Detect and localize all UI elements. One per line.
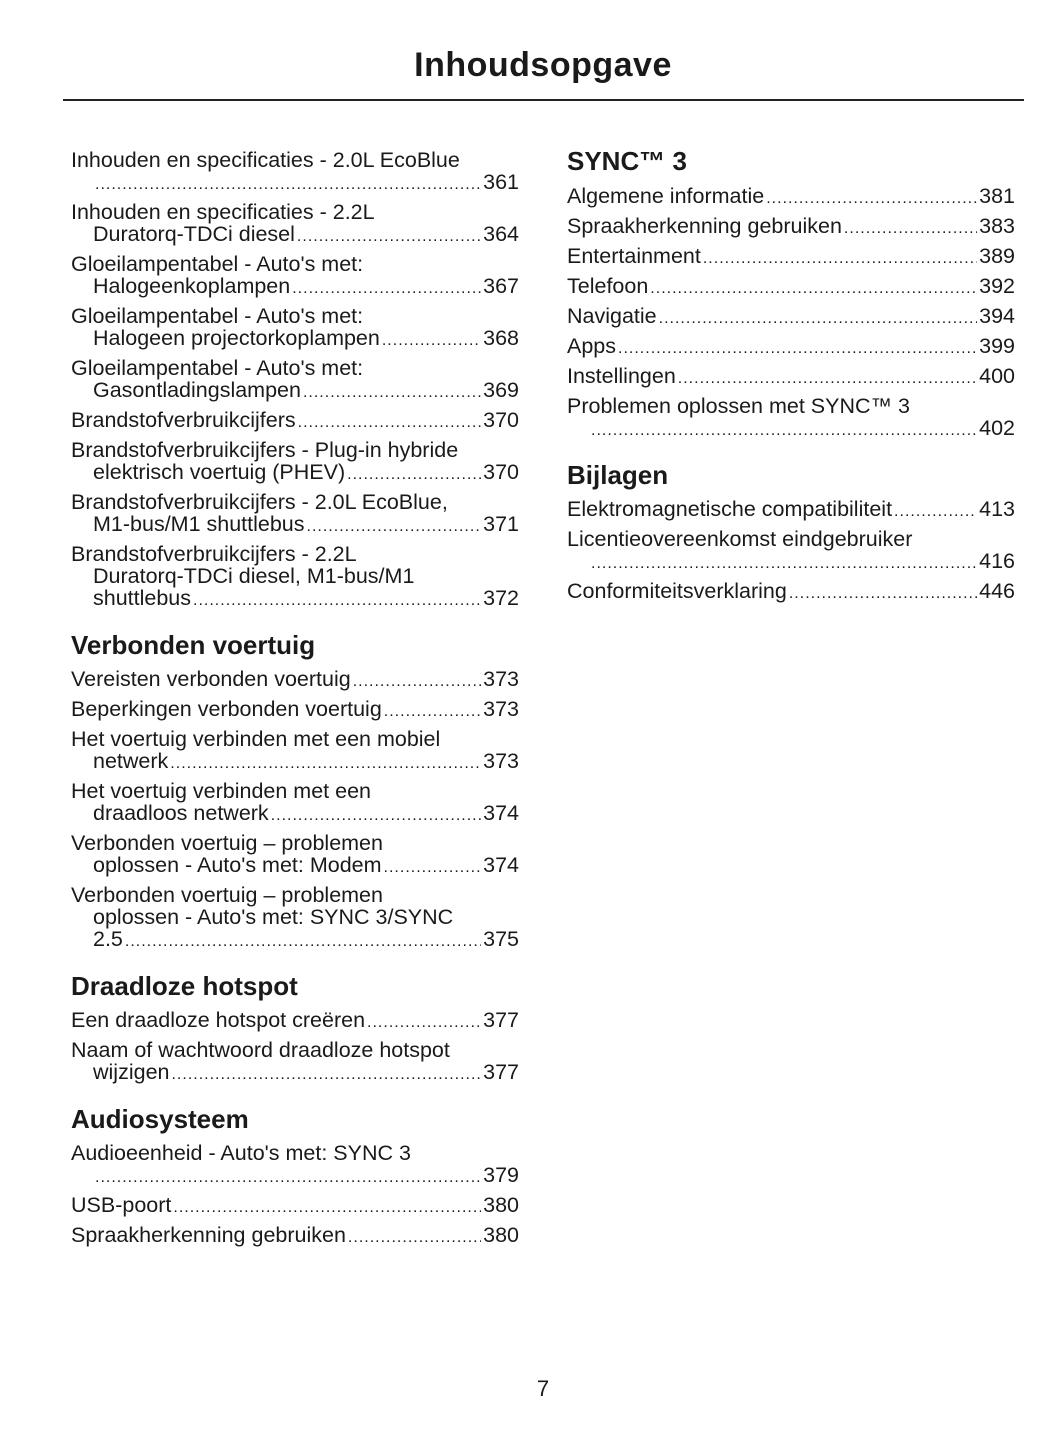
toc-entry-title: Brandstofverbruikcijfers - Plug-in hybride [71, 438, 459, 462]
toc-entry-line [71, 439, 519, 461]
toc-entry-title: oplossen - Auto's met: Modem [93, 853, 382, 877]
toc-entry[interactable] [567, 365, 1015, 387]
toc-entry-title: Een draadloze hotspot creëren [71, 1008, 366, 1032]
toc-entry-title: Vereisten verbonden voertuig [71, 667, 351, 691]
toc-entry[interactable] [567, 528, 1015, 572]
toc-entry-title: Het voertuig verbinden met een mobiel [71, 727, 441, 751]
toc-page-number[interactable]: 373 [483, 697, 519, 721]
toc-entry-title: Telefoon [567, 274, 649, 298]
toc-page-number[interactable]: 394 [979, 304, 1015, 328]
toc-entry-title: Het voertuig verbinden met een [71, 779, 371, 803]
title-divider [63, 99, 1024, 101]
toc-entry-line [71, 171, 519, 193]
toc-page-number[interactable]: 375 [483, 927, 519, 951]
dot-leader [384, 857, 482, 879]
toc-entry-line [71, 565, 519, 587]
page-number: 7 [536, 1376, 550, 1401]
toc-page-number[interactable]: 374 [483, 801, 519, 825]
toc-entry-line [71, 928, 519, 950]
toc-entry-title: netwerk [93, 749, 169, 773]
toc-page-number[interactable]: 402 [979, 416, 1015, 440]
toc-entry-line [567, 580, 1015, 602]
toc-entry-title: 2.5 [93, 927, 123, 951]
toc-page-number[interactable]: 367 [483, 274, 519, 298]
toc-entry-title: Gloeilampentabel - Auto's met: [71, 252, 364, 276]
toc-entry-line [567, 395, 1015, 417]
toc-entry-line [71, 275, 519, 297]
toc-page-number[interactable]: 371 [483, 512, 519, 536]
toc-entry-title: oplossen - Auto's met: SYNC 3/SYNC [93, 905, 454, 929]
toc-entry-title: Inhouden en specificaties - 2.0L EcoBlue [71, 148, 460, 172]
dot-leader [384, 701, 481, 723]
toc-entry-title: Entertainment [567, 244, 701, 268]
toc-page-number[interactable]: 361 [483, 170, 519, 194]
dot-leader [703, 248, 977, 270]
toc-entry-line [71, 491, 519, 513]
toc-entry[interactable] [567, 498, 1015, 520]
toc-entry-title: Problemen oplossen met SYNC™ 3 [567, 394, 910, 418]
toc-entry-title: Spraakherkenning gebruiken [567, 214, 842, 238]
toc-column-right [567, 146, 1015, 610]
toc-page-number[interactable]: 413 [979, 497, 1015, 521]
dot-leader [292, 278, 481, 300]
toc-entry[interactable] [71, 884, 519, 950]
toc-entry-title: Verbonden voertuig – problemen [71, 831, 383, 855]
toc-entry-line [71, 1224, 519, 1246]
toc-entry[interactable] [71, 149, 519, 193]
toc-page-number[interactable]: 369 [483, 378, 519, 402]
toc-entry[interactable] [71, 253, 519, 297]
toc-entry-line [71, 409, 519, 431]
toc-entry[interactable] [71, 1142, 519, 1186]
toc-entry-line [71, 854, 519, 876]
dot-leader [95, 1167, 481, 1189]
toc-entry-title: draadloos netwerk [93, 801, 269, 825]
toc-entry[interactable] [567, 305, 1015, 327]
toc-entry-title: Verbonden voertuig – problemen [71, 883, 383, 907]
toc-entry-line [567, 528, 1015, 550]
dot-leader [789, 583, 977, 605]
toc-entry-line [71, 832, 519, 854]
section-heading: SYNC™ 3 [567, 146, 687, 176]
toc-entry[interactable] [71, 1039, 519, 1083]
toc-entry-line [71, 780, 519, 802]
toc-page-number[interactable]: 416 [979, 549, 1015, 573]
toc-entry-title: Brandstofverbruikcijfers - 2.0L EcoBlue, [71, 490, 448, 514]
toc-page-number[interactable]: 380 [483, 1223, 519, 1247]
toc-entry-title: Duratorq-TDCi diesel [93, 222, 295, 246]
dot-leader [347, 464, 481, 486]
toc-entry-line [71, 1164, 519, 1186]
section-heading: Verbonden voertuig [71, 630, 316, 660]
toc-entry[interactable] [71, 668, 519, 690]
dot-leader [353, 671, 481, 693]
toc-entry-line [71, 327, 519, 349]
toc-page-number[interactable]: 383 [979, 214, 1015, 238]
toc-entry-title: Elektromagnetische compatibiliteit [567, 497, 893, 521]
dot-leader [170, 753, 481, 775]
section-heading: Draadloze hotspot [71, 971, 298, 1001]
toc-entry-line [71, 1142, 519, 1164]
toc-page-number[interactable]: 446 [979, 579, 1015, 603]
toc-entry[interactable] [567, 245, 1015, 267]
toc-page-number[interactable]: 400 [979, 364, 1015, 388]
toc-entry-line [567, 335, 1015, 357]
toc-entry[interactable] [71, 1224, 519, 1246]
toc-page-number[interactable]: 377 [483, 1060, 519, 1084]
toc-entry[interactable] [71, 357, 519, 401]
toc-entry[interactable] [567, 580, 1015, 602]
dot-leader [382, 330, 481, 352]
dot-leader [173, 1197, 481, 1219]
toc-entry-title: wijzigen [93, 1060, 170, 1084]
toc-page-number[interactable]: 381 [979, 184, 1015, 208]
toc-entry[interactable] [567, 335, 1015, 357]
toc-entry[interactable] [71, 780, 519, 824]
toc-entry-title: Licentieovereenkomst eindgebruiker [567, 527, 913, 551]
toc-entry-line [71, 1061, 519, 1083]
toc-entry-line [567, 498, 1015, 520]
toc-entry-title: elektrisch voertuig (PHEV) [93, 460, 346, 484]
toc-entry[interactable] [71, 305, 519, 349]
toc-entry-line [567, 550, 1015, 572]
toc-entry-line [567, 215, 1015, 237]
dot-leader [171, 1064, 481, 1086]
page-title: Inhoudsopgave [414, 46, 672, 84]
dot-leader [894, 501, 977, 523]
toc-entry-title: Duratorq-TDCi diesel, M1-bus/M1 [93, 564, 415, 588]
toc-page-number[interactable]: 392 [979, 274, 1015, 298]
toc-entry-line [71, 668, 519, 690]
toc-entry-title: Spraakherkenning gebruiken [71, 1223, 346, 1247]
toc-entry-title: Algemene informatie [567, 184, 765, 208]
dot-leader [618, 338, 977, 360]
toc-entry-line [567, 245, 1015, 267]
toc-page-number[interactable]: 377 [483, 1008, 519, 1032]
toc-entry[interactable] [71, 491, 519, 535]
toc-entry-title: shuttlebus [93, 586, 192, 610]
toc-entry-title: Beperkingen verbonden voertuig [71, 697, 382, 721]
toc-entry-title: M1-bus/M1 shuttlebus [93, 512, 305, 536]
dot-leader [659, 308, 977, 330]
toc-entry-line [71, 305, 519, 327]
toc-column-left [71, 149, 519, 1254]
toc-entry[interactable] [71, 439, 519, 483]
toc-page-number[interactable]: 373 [483, 667, 519, 691]
toc-page-number[interactable]: 399 [979, 334, 1015, 358]
section-heading: Bijlagen [567, 460, 669, 490]
dot-leader [95, 174, 481, 196]
toc-entry[interactable] [71, 832, 519, 876]
toc-entry-line [71, 728, 519, 750]
dot-leader [766, 188, 977, 210]
toc-entry-line [71, 802, 519, 824]
dot-leader [348, 1227, 481, 1249]
dot-leader [307, 516, 482, 538]
toc-entry[interactable] [71, 1194, 519, 1216]
toc-entry-line [567, 305, 1015, 327]
dot-leader [303, 382, 481, 404]
toc-entry-line [71, 223, 519, 245]
toc-entry-line [71, 513, 519, 535]
toc-entry-line [71, 379, 519, 401]
toc-entry-title: Audioeenheid - Auto's met: SYNC 3 [71, 1141, 411, 1165]
toc-page-number[interactable]: 380 [483, 1193, 519, 1217]
toc-page-number[interactable]: 370 [483, 460, 519, 484]
dot-leader [298, 412, 481, 434]
toc-entry-line [567, 417, 1015, 439]
toc-entry-line [71, 884, 519, 906]
toc-page-number[interactable]: 389 [979, 244, 1015, 268]
toc-entry-line [71, 906, 519, 928]
toc-entry-line [71, 587, 519, 609]
dot-leader [125, 931, 481, 953]
toc-entry[interactable] [71, 728, 519, 772]
toc-entry-line [71, 1009, 519, 1031]
toc-entry-title: Inhouden en specificaties - 2.2L [71, 200, 375, 224]
toc-entry[interactable] [567, 275, 1015, 297]
dot-leader [297, 226, 481, 248]
toc-page-number[interactable]: 372 [483, 586, 519, 610]
dot-leader [591, 420, 977, 442]
toc-page-number[interactable]: 364 [483, 222, 519, 246]
toc-entry-title: Brandstofverbruikcijfers [71, 408, 296, 432]
toc-page-number[interactable]: 368 [483, 326, 519, 350]
toc-entry-line [71, 149, 519, 171]
toc-entry-title: USB-poort [71, 1193, 172, 1217]
toc-entry-line [71, 357, 519, 379]
toc-page-number[interactable]: 374 [483, 853, 519, 877]
toc-entry-title: Navigatie [567, 304, 657, 328]
section-heading: Audiosysteem [71, 1104, 249, 1134]
toc-entry[interactable] [71, 1009, 519, 1031]
toc-entry-line [71, 698, 519, 720]
toc-entry-title: Instellingen [567, 364, 676, 388]
toc-entry-title: Gloeilampentabel - Auto's met: [71, 356, 364, 380]
toc-entry-title: Apps [567, 334, 617, 358]
dot-leader [678, 368, 977, 390]
toc-entry[interactable] [71, 698, 519, 720]
dot-leader [193, 590, 481, 612]
toc-entry-title: Halogeenkoplampen [93, 274, 291, 298]
toc-entry-line [567, 185, 1015, 207]
toc-entry-title: Halogeen projectorkoplampen [93, 326, 380, 350]
toc-entry[interactable] [71, 409, 519, 431]
dot-leader [271, 805, 481, 827]
toc-entry-line [71, 461, 519, 483]
toc-entry-line [71, 1039, 519, 1061]
dot-leader [367, 1012, 481, 1034]
dot-leader [844, 218, 977, 240]
toc-entry[interactable] [71, 543, 519, 609]
toc-entry[interactable] [567, 215, 1015, 237]
toc-entry-line [567, 365, 1015, 387]
toc-entry-line [567, 275, 1015, 297]
dot-leader [591, 553, 977, 575]
toc-entry-title: Conformiteitsverklaring [567, 579, 787, 603]
dot-leader [650, 278, 977, 300]
toc-entry-title: Naam of wachtwoord draadloze hotspot [71, 1038, 450, 1062]
toc-entry-line [71, 1194, 519, 1216]
toc-page-number[interactable]: 379 [483, 1163, 519, 1187]
toc-entry-line [71, 253, 519, 275]
toc-entry-line [71, 750, 519, 772]
toc-entry-title: Gloeilampentabel - Auto's met: [71, 304, 364, 328]
toc-entry-line [71, 543, 519, 565]
toc-entry-title: Gasontladingslampen [93, 378, 301, 402]
toc-entry[interactable] [567, 395, 1015, 439]
toc-entry-line [71, 201, 519, 223]
toc-entry[interactable] [567, 185, 1015, 207]
toc-page-number[interactable]: 370 [483, 408, 519, 432]
toc-page-number[interactable]: 373 [483, 749, 519, 773]
toc-entry[interactable] [71, 201, 519, 245]
toc-entry-title: Brandstofverbruikcijfers - 2.2L [71, 542, 357, 566]
